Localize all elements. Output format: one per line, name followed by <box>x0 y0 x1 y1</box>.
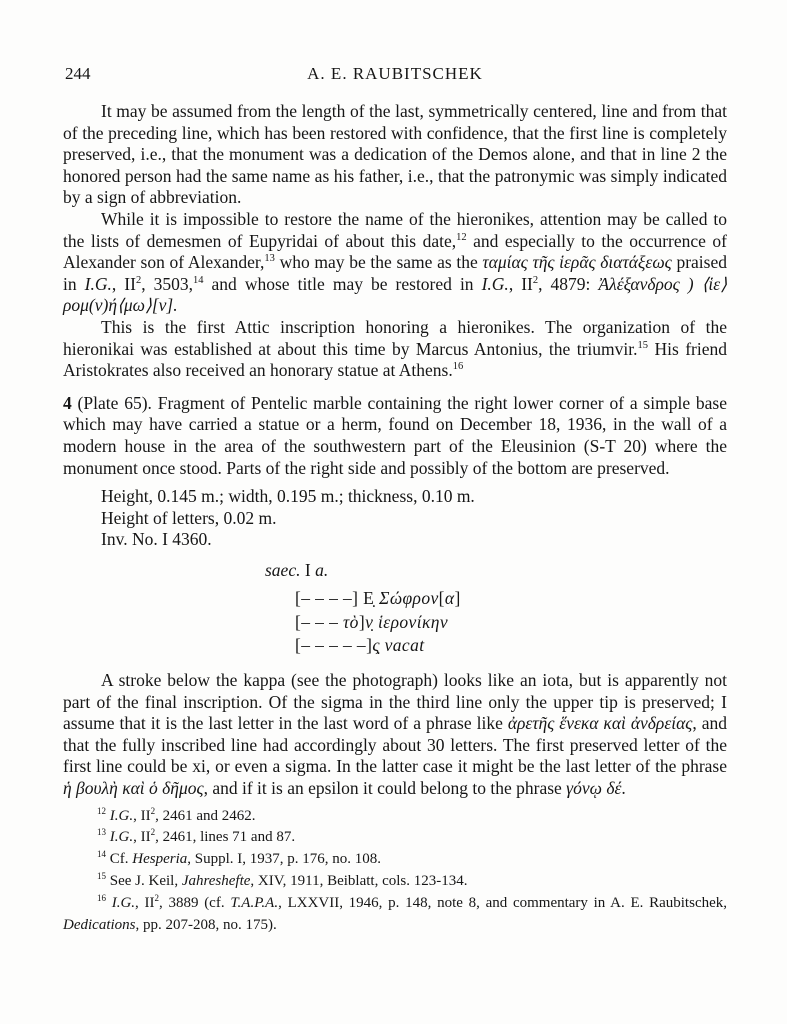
text-span: , 3503, <box>141 273 193 294</box>
inscription-text <box>295 587 727 658</box>
text-line <box>101 529 727 551</box>
paragraph-epigraphic-commentary <box>63 670 727 800</box>
footnote-ref: 13 <box>97 827 106 838</box>
text-span: Jahreshefte <box>181 872 251 889</box>
footnote-14 <box>63 849 727 871</box>
paragraph-restoration-argument <box>63 101 727 209</box>
text-span: and whose title may be restored in <box>203 273 482 294</box>
footnote-ref: 12 <box>97 805 106 816</box>
text-span: , Suppl. I, 1937, p. 176, no. 108. <box>187 851 382 868</box>
page-header <box>63 64 727 86</box>
greek-text: γόνῳ δέ <box>566 777 622 798</box>
text-span: Hesperia <box>132 851 188 868</box>
text-line <box>295 611 727 635</box>
text-span: vacat <box>384 635 425 656</box>
text-span: , XIV, 1911, Beiblatt, cols. 123-134. <box>250 872 468 889</box>
footnote-15 <box>63 871 727 893</box>
running-head: A. E. RAUBITSCHEK <box>307 64 483 83</box>
footnote-13 <box>63 827 727 849</box>
text-span: . <box>621 777 626 798</box>
text-span: His friend Aristokrates also received an honorary statue at Athens. <box>63 338 727 381</box>
text-span: praised in <box>63 252 727 294</box>
greek-text: τὸ <box>343 611 359 632</box>
text-span: , and if it is an epsilon it could belong to the phrase <box>203 777 567 798</box>
text-span: , II <box>133 807 151 824</box>
greek-text: ς̣ <box>372 635 380 656</box>
text-span: I.G. <box>111 894 136 911</box>
footnote-16 <box>63 893 727 937</box>
text-line <box>295 634 727 658</box>
greek-text: ἀρετῆς ἕνεκα καὶ ἀνδρείας <box>507 713 693 734</box>
text-span: , 3889 (cf. <box>159 894 231 911</box>
text-span: Inv. No. I 4360. <box>101 529 212 550</box>
footnote-ref: 2 <box>154 892 160 903</box>
text-span: and especially to the occurrence of Alexander son of Alexander, <box>63 230 727 273</box>
greek-text: ταμίας τῆς ἱερᾶς διατάξεως <box>482 252 672 273</box>
text-span: , 2461, lines 71 and 87. <box>155 829 296 846</box>
text-span: I.G. <box>109 829 134 846</box>
text-span: , 2461 and 2462. <box>155 807 256 824</box>
text-span: I.G. <box>84 273 112 294</box>
text-span: who may be the same as the <box>274 252 483 273</box>
text-span: [– – – <box>295 611 344 632</box>
greek-text: ἡ βουλὴ καὶ ὁ δῆμος <box>63 777 204 798</box>
paragraph-first-attic-inscription <box>63 317 727 382</box>
text-span: (Plate 65). Fragment of Pentelic marble containing the right lower corner of a simple base which may have carried a statue or a herm, found on December 18, 1936, in the wall of a modern house in the area of the southwestern part of the Eleusinion (S-T 20) where the monument once stood. Parts of the right side and possibly of the bottom are preserved. <box>63 392 727 478</box>
greek-text: α <box>444 588 455 609</box>
footnote-ref: 15 <box>637 339 648 351</box>
greek-text: ν̣ ἱερονίκην <box>365 611 449 632</box>
footnote-ref: 15 <box>97 870 106 881</box>
footnotes <box>63 806 727 937</box>
text-span: This is the first Attic inscription honoring a hieronikes. The organization of the hieronikai was established at about this time by Marcus Antonius, the triumvir. <box>63 316 727 359</box>
text-span: Height, 0.145 m.; width, 0.195 m.; thickness, 0.10 m. <box>101 486 475 507</box>
text-line <box>295 587 727 611</box>
text-span: See J. Keil, <box>106 872 182 889</box>
text-span: ] <box>358 611 366 632</box>
text-span: a. <box>315 559 329 580</box>
text-span: [– – – –] Ε̣ <box>295 588 380 609</box>
footnote-ref: 2 <box>135 274 142 286</box>
text-span: , pp. 207-208, no. 175). <box>135 916 277 933</box>
footnote-ref: 2 <box>150 805 156 816</box>
text-span: I.G. <box>481 273 509 294</box>
text-span: , II <box>133 829 151 846</box>
text-span: , and that the fully inscribed line had accordingly about 30 letters. The first preserved letter of the first line could be xi, or even a sigma. In the latter case it might be the last letter of the phrase <box>63 713 727 777</box>
text-span: , II <box>508 273 533 294</box>
date-line <box>265 560 727 582</box>
text-span: T.A.P.A. <box>230 894 279 911</box>
text-span: [ <box>438 588 445 609</box>
text-span: While it is impossible to restore the name of the hieronikes, attention may be called to the lists of demesmen of Eupyridai of about this date, <box>63 208 727 251</box>
footnote-ref: 12 <box>456 231 467 243</box>
text-span: saec. <box>265 559 301 580</box>
measurements <box>101 486 727 551</box>
text-span: I.G. <box>109 807 134 824</box>
text-span: ] <box>454 588 461 609</box>
text-span: , II <box>135 894 155 911</box>
footnote-ref: 2 <box>150 827 156 838</box>
text-span: A stroke below the kappa (see the photograph) looks like an iota, but is apparently not part of the final inscription. Of the sigma in the third line only the upper tip is preserved; I assume that it is the last letter in the last word of a phrase like <box>63 669 727 734</box>
text-span: Dedications <box>63 916 136 933</box>
text-line <box>101 486 727 508</box>
catalogue-entry-4 <box>63 393 727 479</box>
page-number: 244 <box>65 64 91 83</box>
footnote-12 <box>63 806 727 828</box>
text-span: , II <box>111 273 136 294</box>
text-line <box>101 508 727 530</box>
footnote-ref: 14 <box>97 849 106 860</box>
paragraph-hieronikes-identification <box>63 209 727 317</box>
footnote-ref: 16 <box>452 361 464 373</box>
text-span: Height of letters, 0.02 m. <box>101 507 277 528</box>
text-span: [– – – – –] <box>295 635 373 656</box>
footnote-ref: 14 <box>193 274 204 286</box>
footnote-ref: 13 <box>264 253 275 265</box>
footnote-ref: 2 <box>532 274 539 286</box>
text-span: It may be assumed from the length of the last, symmetrically centered, line and from that of the preceding line, which has been restored with confidence, that the first line is completely preserved, i.e., that the monument was a dedication of the Demos alone, and that in line 2 the honored person had the same name as his father, i.e., that the patronymic was simply indicated by a sign of abbreviation. <box>63 101 727 208</box>
text-span: Cf. <box>106 851 133 868</box>
text-span: I <box>300 559 316 580</box>
footnote-ref: 16 <box>97 892 106 903</box>
text-span: , LXXVII, 1946, p. 148, note 8, and commentary in A. E. Raubitschek, <box>278 894 728 911</box>
text-span: 4 <box>63 392 72 413</box>
page-body <box>63 101 727 800</box>
greek-text: Σώφρον <box>379 588 439 609</box>
greek-text: Ἀλέξανδρος ) ⟨ἱε⟩ρομ(ν)ή⟨μω⟩[ν]. <box>63 273 728 316</box>
text-span: , 4879: <box>538 273 599 294</box>
